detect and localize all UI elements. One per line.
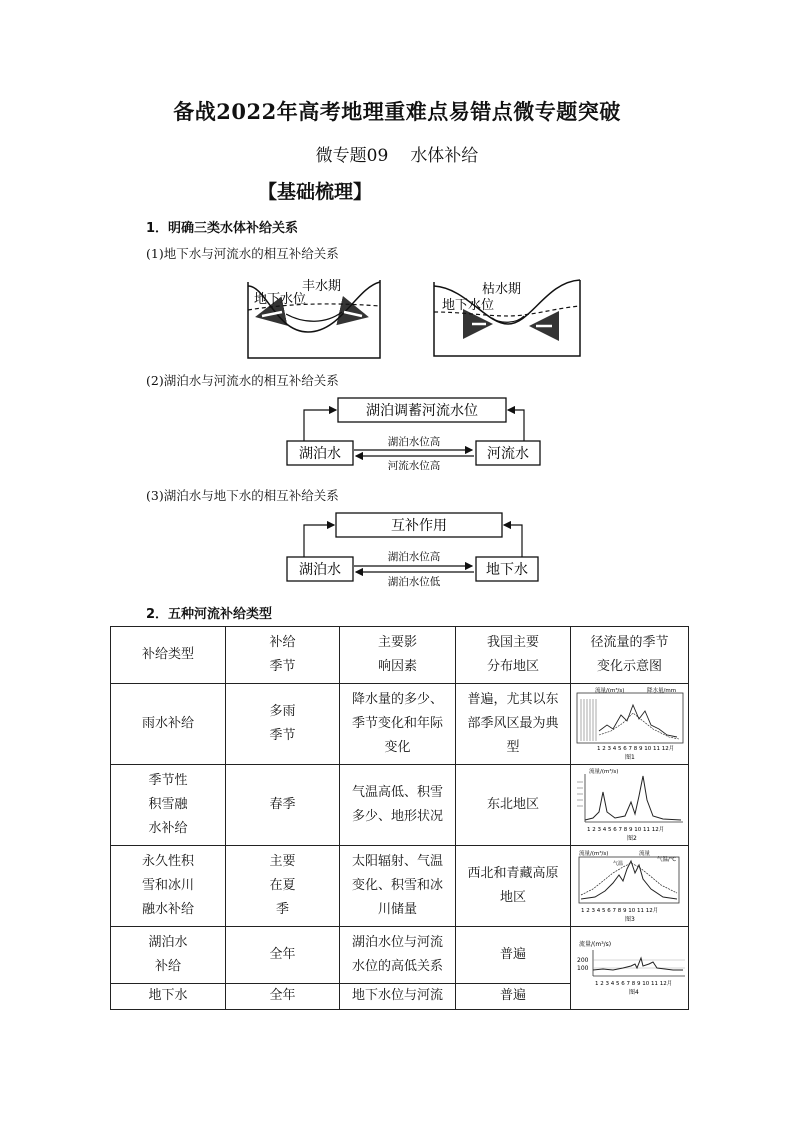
part1-sub3: (3)湖泊水与地下水的相互补给关系 <box>146 488 339 503</box>
glacier-runoff-chart <box>573 847 687 925</box>
cell-season: 春季 <box>226 765 340 846</box>
header-cell: 径流量的季节 变化示意图 <box>571 627 689 684</box>
chart4-flow-label: 流量/(m³/s) <box>578 941 611 948</box>
cell-region: 西北和青藏高原 地区 <box>456 846 571 927</box>
subtitle-topic: 水体补给 <box>410 146 479 166</box>
cell-type: 雨水补给 <box>111 684 226 765</box>
cell-chart <box>571 927 689 1010</box>
cell-region: 普遍 <box>456 984 571 1010</box>
snowmelt-runoff-chart <box>573 766 687 844</box>
wet-season-label: 丰水期 <box>302 279 342 294</box>
cell-type: 季节性 积雪融 水补给 <box>111 765 226 846</box>
subtitle-number: 微专题09 <box>315 146 389 166</box>
cell-season: 多雨 季节 <box>226 684 340 765</box>
lake-higher-label: 湖泊水位高 <box>387 436 441 448</box>
chart1-caption: 图1 <box>624 754 635 761</box>
part1-sub2: (2)湖泊水与河流水的相互补给关系 <box>146 373 339 388</box>
lake-groundwater-diagram <box>284 508 544 588</box>
table-row <box>111 846 689 927</box>
lake-water-label: 湖泊水 <box>299 446 341 462</box>
chart1-months: 1 2 3 4 5 6 7 8 9 10 11 12月 <box>596 746 674 752</box>
cell-season: 全年 <box>226 984 340 1010</box>
chart4-y200: 200 <box>576 957 588 964</box>
cell-region: 普遍 <box>456 927 571 984</box>
part1-heading: 1．明确三类水体补给关系 <box>146 221 299 236</box>
chart3-temp-curve-label: 气温 <box>612 861 623 867</box>
chart3-flow-label: 流量/(m³/s) <box>578 851 608 857</box>
lake-river-diagram <box>284 392 544 470</box>
table-row <box>111 684 689 765</box>
groundwater-label: 地下水 <box>486 562 528 578</box>
chart3-temp-label: 气温/℃ <box>656 857 676 863</box>
cell-chart <box>571 765 689 846</box>
wet-groundwater-label: 地下水位 <box>254 292 307 307</box>
cell-type: 永久性积 雪和冰川 融水补给 <box>111 846 226 927</box>
chart1-flow-label: 流量/(m³/s) <box>594 688 624 694</box>
groundwater-river-diagram <box>246 272 586 360</box>
lake-low-label: 湖泊水位低 <box>387 576 441 588</box>
chart3-caption: 图3 <box>624 916 635 923</box>
chart3-flow-curve-label: 流量 <box>638 851 650 857</box>
chart1-precip-label: 降水量/mm <box>646 688 676 694</box>
river-higher-label: 河流水位高 <box>387 460 441 470</box>
chart4-months: 1 2 3 4 5 6 7 8 9 10 11 12月 <box>594 981 672 987</box>
part2-heading: 2．五种河流补给类型 <box>146 607 273 622</box>
section-heading: 【基础梳理】 <box>258 181 373 203</box>
header-cell: 主要影 响因素 <box>340 627 456 684</box>
cell-chart <box>571 684 689 765</box>
cell-region: 东北地区 <box>456 765 571 846</box>
part1-sub1: (1)地下水与河流水的相互补给关系 <box>146 246 339 261</box>
cell-factors: 气温高低、积雪 多少、地形状况 <box>340 765 456 846</box>
lake-runoff-chart <box>573 928 687 1008</box>
cell-season: 主要 在夏 季 <box>226 846 340 927</box>
chart2-caption: 图2 <box>626 835 637 842</box>
dry-groundwater-label: 地下水位 <box>442 298 495 313</box>
cell-chart <box>571 846 689 927</box>
chart2-months: 1 2 3 4 5 6 7 8 9 10 11 12月 <box>586 827 664 833</box>
dry-season-panel <box>434 280 580 356</box>
supply-types-table <box>110 626 689 1010</box>
dry-season-label: 枯水期 <box>482 282 522 297</box>
header-cell: 补给 季节 <box>226 627 340 684</box>
lake-water-label-2: 湖泊水 <box>299 562 341 578</box>
header-cell: 我国主要 分布地区 <box>456 627 571 684</box>
cell-factors: 地下水位与河流 <box>340 984 456 1010</box>
rain-runoff-chart <box>573 685 687 763</box>
chart3-months: 1 2 3 4 5 6 7 8 9 10 11 12月 <box>580 908 658 914</box>
cell-region: 普遍，尤其以东 部季风区最为典 型 <box>456 684 571 765</box>
table-header-row <box>111 627 689 684</box>
table-row <box>111 765 689 846</box>
chart4-caption: 图4 <box>628 989 639 996</box>
document-title: 备战2022年高考地理重难点易错点微专题突破 <box>173 99 621 124</box>
lake-high-label: 湖泊水位高 <box>387 551 441 563</box>
cell-season: 全年 <box>226 927 340 984</box>
cell-factors: 降水量的多少、 季节变化和年际 变化 <box>340 684 456 765</box>
cell-type: 湖泊水 补给 <box>111 927 226 984</box>
chart2-flow-label: 流量/(m³/s) <box>588 769 618 775</box>
table-row <box>111 927 689 984</box>
cell-factors: 湖泊水位与河流 水位的高低关系 <box>340 927 456 984</box>
lake-regulation-label: 湖泊调蓄河流水位 <box>366 403 478 419</box>
cell-type: 地下水 <box>111 984 226 1010</box>
chart4-y100: 100 <box>576 965 588 972</box>
header-cell: 补给类型 <box>111 627 226 684</box>
river-water-label: 河流水 <box>487 446 529 462</box>
wet-season-panel <box>248 278 380 358</box>
cell-factors: 太阳辐射、气温 变化、积雪和冰 川储量 <box>340 846 456 927</box>
complement-label: 互补作用 <box>391 518 447 534</box>
document-subtitle <box>0 141 794 166</box>
